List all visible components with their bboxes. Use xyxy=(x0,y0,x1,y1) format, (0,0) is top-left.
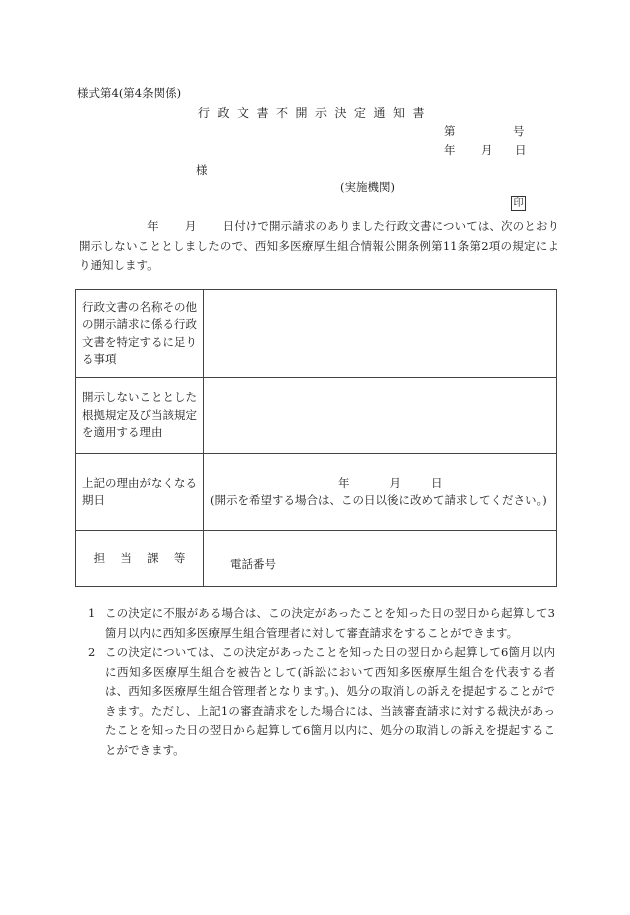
form-number: 様式第4(第4条関係) xyxy=(77,86,182,100)
note-item xyxy=(88,643,555,760)
note-text: この決定については、この決定があったことを知った日の翌日から起算して6箇月以内に西知多医療厚生組合を被告として(訴訟において西知多医療厚生組合を代表する者は、西知多医療厚生組合管理者となります。)、処分の取消しの訴えを提起することができます。ただし、上記1の審査請求をした場合には、当該審査請求に対する裁決があったことを知った日の翌日から起算して6箇月以内に、処分の取消しの訴えを提起することができます。 xyxy=(105,645,555,757)
document-name-label: 行政文書の名称その他の開示請求に係る行政文書を特定するに足りる事項 xyxy=(76,290,204,378)
implementing-agency: (実施機関) xyxy=(340,180,395,194)
expiry-date-label: 上記の理由がなくなる期日 xyxy=(76,454,204,531)
notification-body-text: 日付けで開示請求のありました行政文書については、次のとおり開示しないこととしましたので、西知多医療厚生組合情報公開条例第11条第2項の規定により通知します。 xyxy=(79,219,560,272)
note-number: 1 xyxy=(88,606,96,620)
department-label-char: 等 xyxy=(173,550,186,565)
expiry-date-field[interactable] xyxy=(204,454,557,531)
table-row xyxy=(76,454,557,531)
table-row xyxy=(76,531,557,587)
grounds-field[interactable] xyxy=(204,378,557,454)
addressee-suffix: 様 xyxy=(196,163,208,177)
request-year-label: 年 xyxy=(147,219,159,233)
document-name-field[interactable] xyxy=(204,290,557,378)
department-label-char: 課 xyxy=(147,550,159,565)
table-row xyxy=(76,290,557,378)
phone-number-label: 電話番号 xyxy=(230,556,276,571)
number-suffix: 号 xyxy=(513,124,525,138)
expiry-year-label: 年 xyxy=(338,475,350,490)
issue-day-label: 日 xyxy=(515,143,527,157)
table-row xyxy=(76,378,557,454)
expiry-day-label: 日 xyxy=(431,475,443,490)
department-label-char: 担 xyxy=(93,550,106,565)
expiry-note: (開示を希望する場合は、この日以後に改めて請求してください。) xyxy=(210,493,547,507)
department-field[interactable] xyxy=(204,531,557,587)
note-text: この決定に不服がある場合は、この決定があったことを知った日の翌日から起算して3箇月以内に西知多医療厚生組合管理者に対して審査請求をすることができます。 xyxy=(105,606,555,640)
note-number: 2 xyxy=(88,645,96,659)
department-label-char: 当 xyxy=(120,550,132,565)
decision-table xyxy=(75,289,557,587)
expiry-month-label: 月 xyxy=(389,475,401,490)
request-month-label: 月 xyxy=(184,219,197,233)
issue-month-label: 月 xyxy=(481,143,493,157)
department-label xyxy=(76,531,204,587)
note-item xyxy=(88,604,555,643)
issue-year-label: 年 xyxy=(444,143,456,157)
seal-icon: 印 xyxy=(511,196,526,211)
grounds-label: 開示しないこととした根拠規定及び当該規定を適用する理由 xyxy=(76,378,204,454)
document-title: 行政文書不開示決定通知書 xyxy=(197,106,432,120)
notification-body xyxy=(79,217,559,276)
expiry-date xyxy=(210,475,550,493)
notes xyxy=(88,604,555,760)
number-prefix: 第 xyxy=(444,124,456,138)
